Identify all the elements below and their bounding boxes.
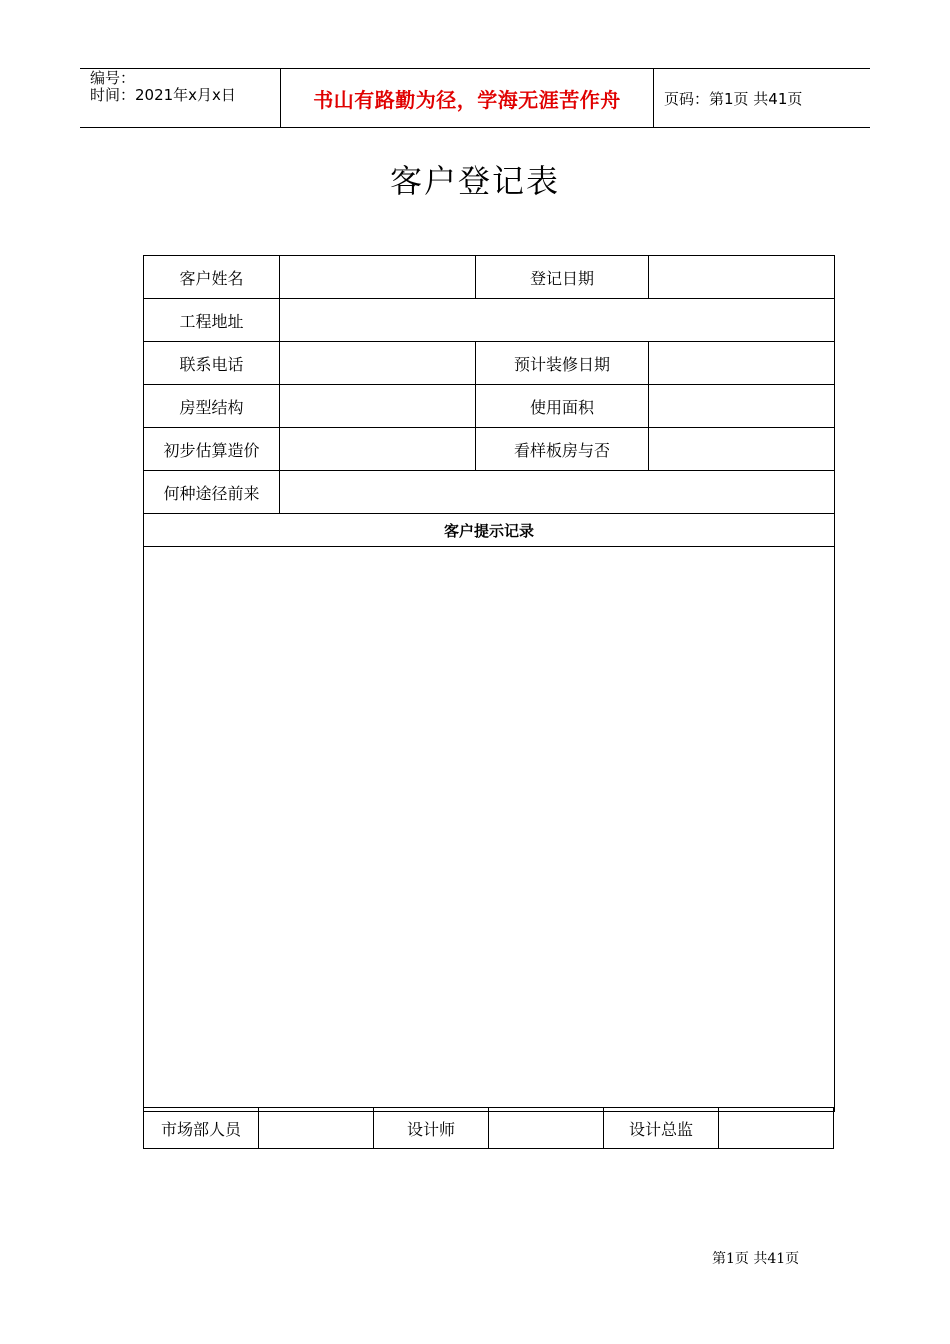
designer-label: 设计师 — [374, 1108, 489, 1149]
form-row — [144, 385, 835, 428]
viewed-show-house-label: 看样板房与否 — [476, 428, 649, 471]
project-address-label: 工程地址 — [144, 299, 280, 342]
header-meta — [80, 69, 281, 127]
signature-table — [143, 1107, 834, 1149]
page-header — [80, 68, 870, 128]
design-director-label: 设计总监 — [604, 1108, 719, 1149]
header-motto: 书山有路勤为径，学海无涯苦作舟 — [281, 69, 654, 127]
house-structure-field[interactable] — [280, 385, 476, 428]
page-footer: 第1页 共41页 — [712, 1251, 800, 1267]
referral-channel-field[interactable] — [280, 471, 835, 514]
usable-area-label: 使用面积 — [476, 385, 649, 428]
designer-field[interactable] — [489, 1108, 604, 1149]
phone-field[interactable] — [280, 342, 476, 385]
planned-decoration-date-field[interactable] — [649, 342, 835, 385]
number-label: 编号： — [90, 69, 136, 87]
planned-decoration-date-label: 预计装修日期 — [476, 342, 649, 385]
form-row — [144, 428, 835, 471]
referral-channel-label: 何种途径前来 — [144, 471, 280, 514]
marketing-staff-label: 市场部人员 — [144, 1108, 259, 1149]
signature-row — [144, 1108, 834, 1149]
form-row — [144, 471, 835, 514]
section-title: 客户提示记录 — [144, 514, 835, 547]
viewed-show-house-field[interactable] — [649, 428, 835, 471]
customer-name-field[interactable] — [280, 256, 476, 299]
customer-name-label: 客户姓名 — [144, 256, 280, 299]
form-row — [144, 342, 835, 385]
preliminary-cost-field[interactable] — [280, 428, 476, 471]
project-address-field[interactable] — [280, 299, 835, 342]
time-label: 时间：2021年x月x日 — [90, 86, 236, 104]
marketing-staff-field[interactable] — [259, 1108, 374, 1149]
notes-row — [144, 547, 835, 1112]
header-page-info: 页码：第1页 共41页 — [664, 89, 803, 108]
design-director-field[interactable] — [719, 1108, 834, 1149]
section-header-row — [144, 514, 835, 547]
preliminary-cost-label: 初步估算造价 — [144, 428, 280, 471]
register-date-label: 登记日期 — [476, 256, 649, 299]
usable-area-field[interactable] — [649, 385, 835, 428]
document-title: 客户登记表 — [389, 162, 560, 200]
house-structure-label: 房型结构 — [144, 385, 280, 428]
notes-area[interactable] — [144, 547, 835, 1112]
phone-label: 联系电话 — [144, 342, 280, 385]
form-row — [144, 256, 835, 299]
customer-form-table — [143, 255, 835, 1112]
form-row — [144, 299, 835, 342]
register-date-field[interactable] — [649, 256, 835, 299]
